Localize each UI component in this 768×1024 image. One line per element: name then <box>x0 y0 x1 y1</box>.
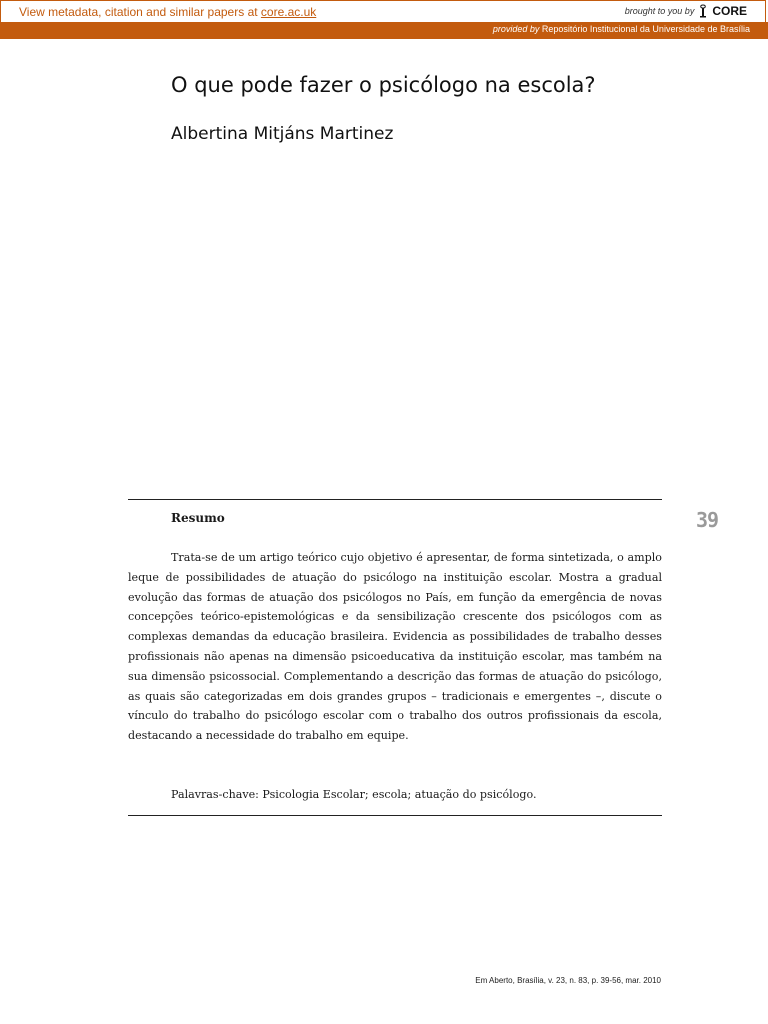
core-logo-icon <box>698 4 708 18</box>
brought-to-you-by <box>625 4 747 18</box>
abstract-text: Trata-se de um artigo teórico cujo objetivo é apresentar, de forma sintetizada, o amplo leque de possibilidades de atuação do psicólogo na instituição escolar. Mostra a gradual evolução das formas de atuação dos psicólogos no País, em função da emergência de novas concepções teórico-epistemológicas e da sensibilização crescente dos psicólogos com as complexas demandas da educação brasileira. Evidencia as possibilidades de trabalho desses profissionais não apenas na dimensão psicoeducativa da instituição escolar, mas também na sua dimensão psicossocial. Complementando a descrição das formas de atuação do psicólogo, as quais são categorizadas em dois grandes grupos – tradicionais e emergentes –, discute o vínculo do trabalho do psicólogo escolar com o trabalho dos outros profissionais da escola, destacando a necessidade do trabalho em equipe. <box>128 551 662 743</box>
provided-by <box>493 24 750 34</box>
metadata-notice <box>19 5 316 19</box>
metadata-prefix: View metadata, citation and similar papers at <box>19 5 258 19</box>
core-logo[interactable]: CORE <box>712 4 747 18</box>
core-provider-bar <box>0 22 768 38</box>
core-ac-uk-link[interactable]: core.ac.uk <box>260 5 317 19</box>
core-banner <box>0 0 768 39</box>
footer-citation: Em Aberto, Brasília, v. 23, n. 83, p. 39-56, mar. 2010 <box>475 976 661 985</box>
brought-to-you-by-label: brought to you by <box>624 6 695 16</box>
page-number: 39 <box>696 508 719 532</box>
article-author: Albertina Mitjáns Martinez <box>171 124 394 144</box>
keywords: Palavras-chave: Psicologia Escolar; escola; atuação do psicólogo. <box>171 788 537 801</box>
core-banner-top <box>0 0 766 22</box>
abstract-heading: Resumo <box>171 511 225 525</box>
abstract-top-rule <box>128 499 662 500</box>
provider-link[interactable]: Repositório Institucional da Universidade de Brasília <box>541 24 750 34</box>
article-title: O que pode fazer o psicólogo na escola? <box>171 73 596 97</box>
provided-by-label: provided by <box>492 24 540 34</box>
abstract-bottom-rule <box>128 815 662 816</box>
